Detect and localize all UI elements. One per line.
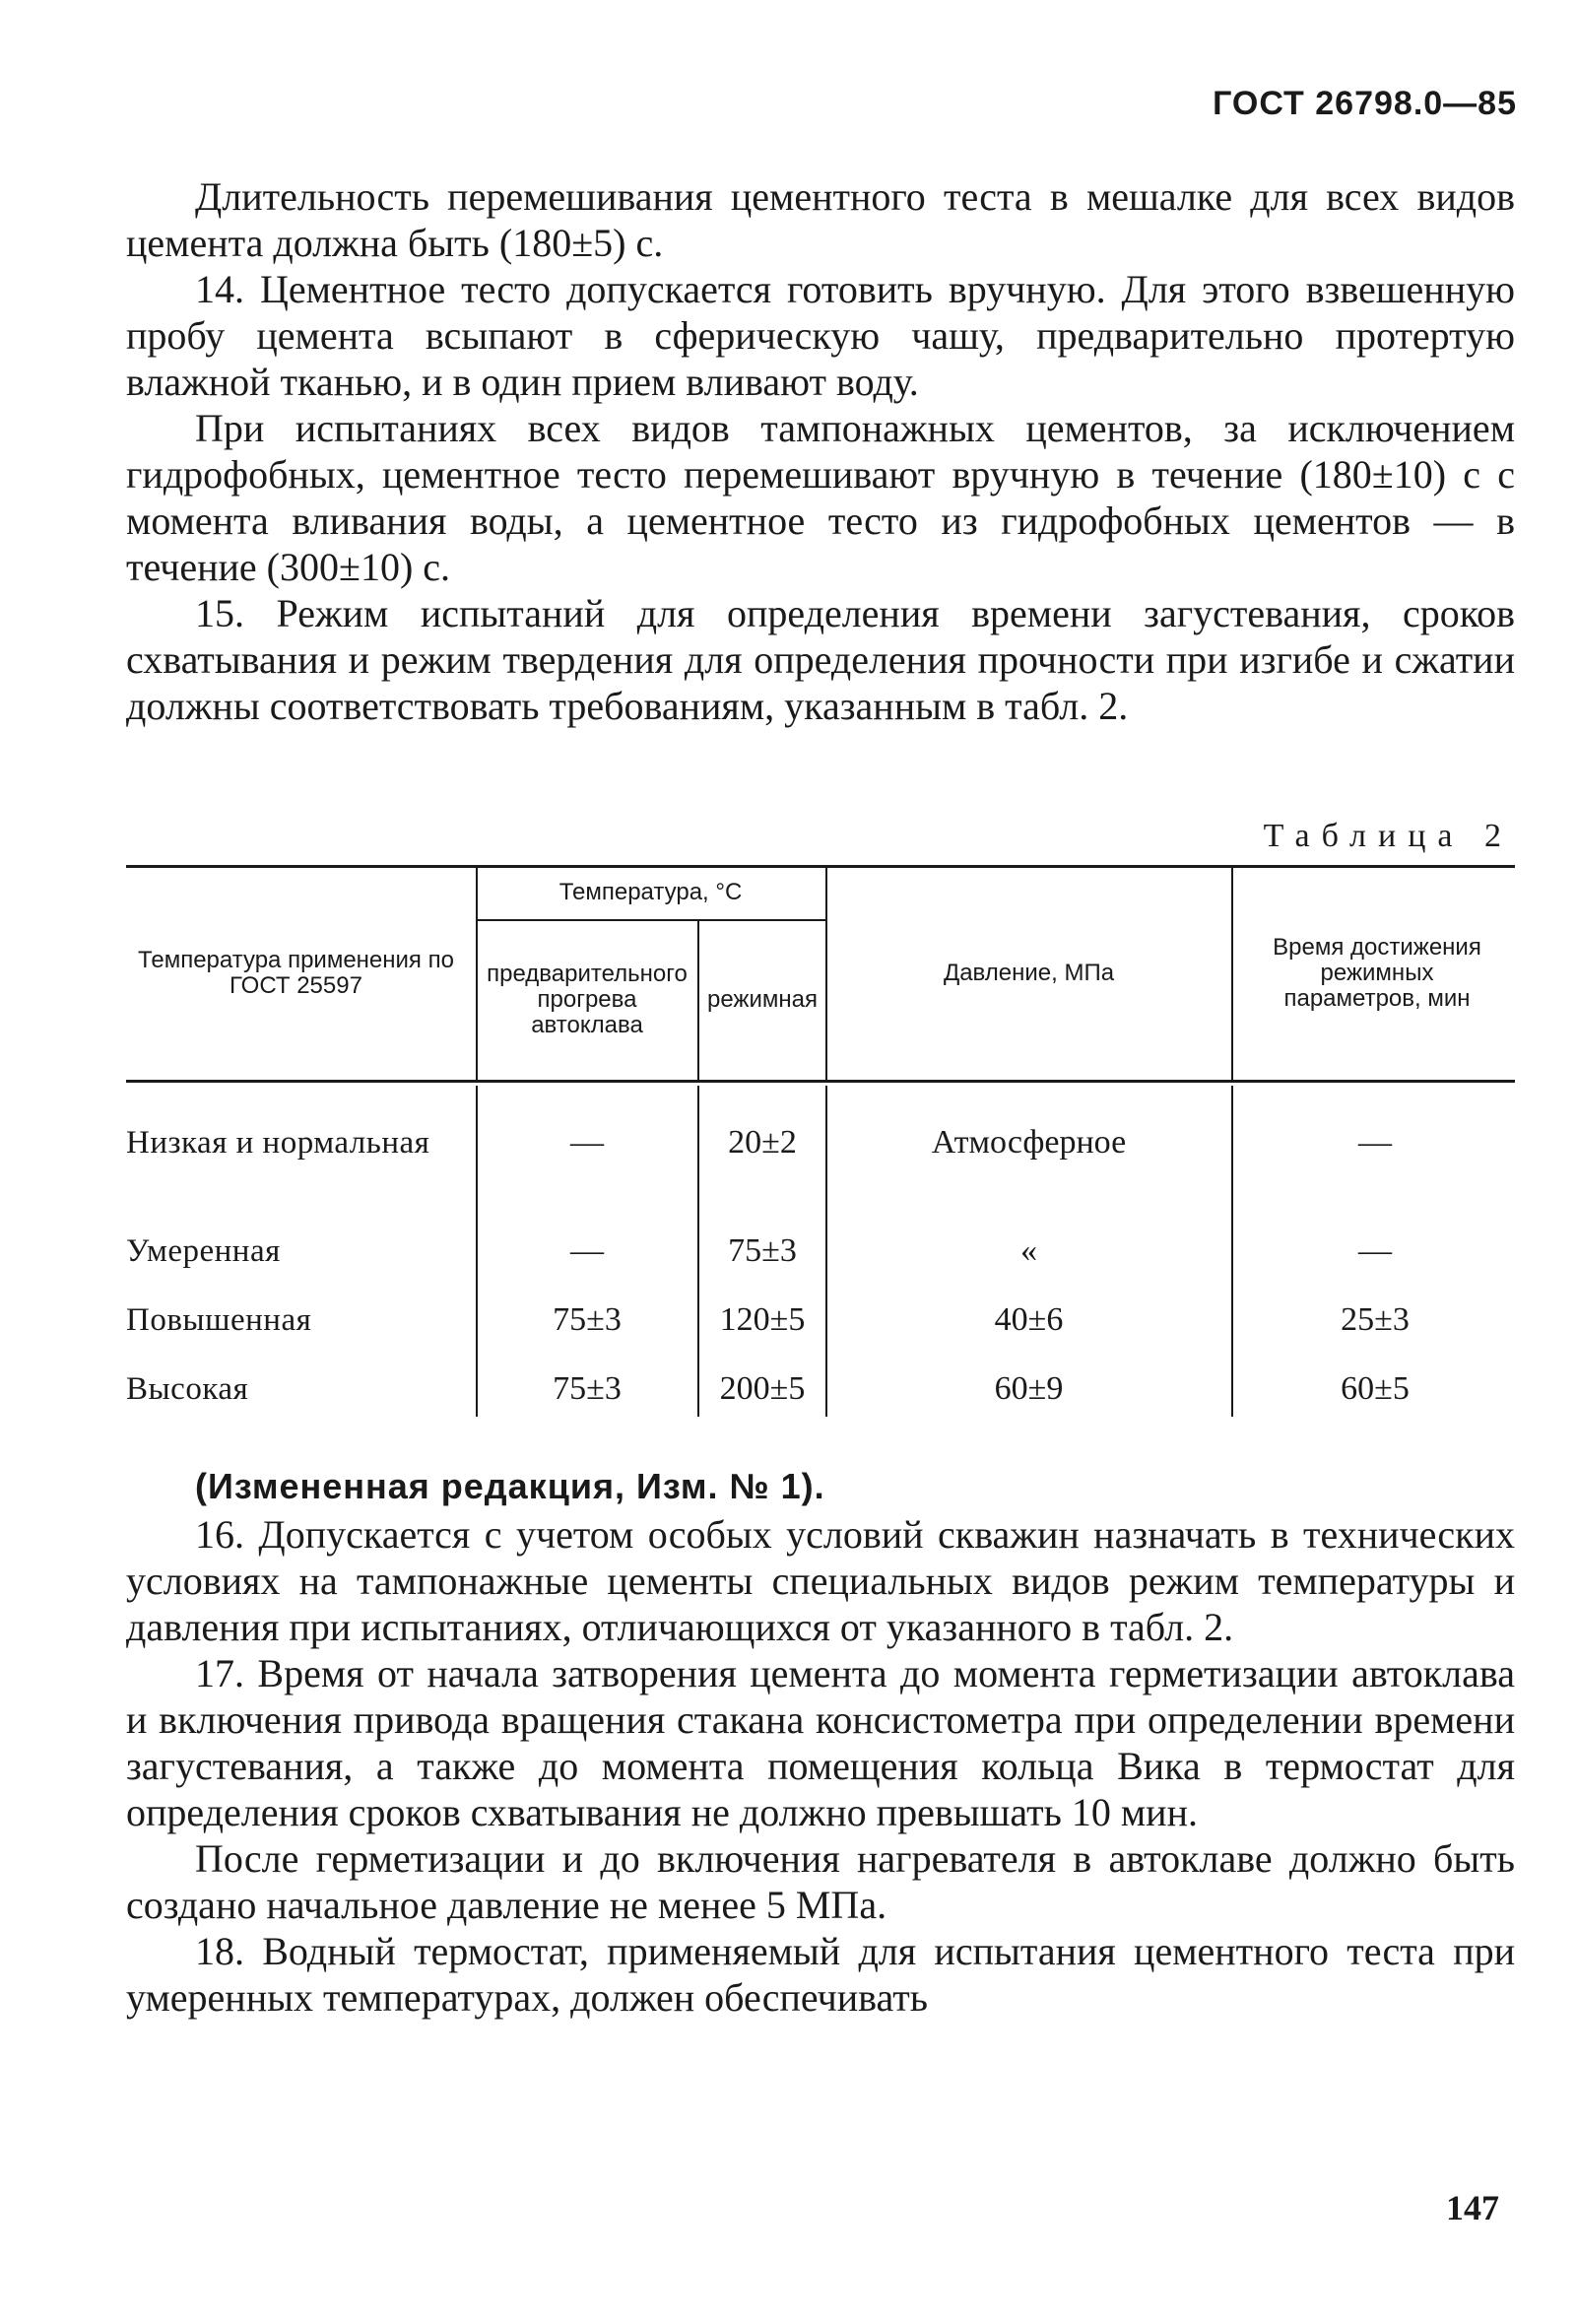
body-text: [126, 1511, 1515, 2021]
col-divider: [825, 865, 827, 1080]
cell-pressure: 60±9: [994, 1370, 1064, 1407]
page-number: 147: [1446, 2188, 1499, 2227]
col-divider: [476, 1086, 478, 1417]
cell-pressure: «: [1020, 1232, 1037, 1269]
cell-time: 25±3: [1341, 1301, 1410, 1338]
cell-preheat: 75±3: [553, 1370, 622, 1407]
cell-mode: 120±5: [719, 1301, 806, 1338]
row-label: Низкая и нормальная: [126, 1125, 430, 1161]
cell-pressure: Атмосферное: [931, 1124, 1127, 1161]
cell-preheat: —: [570, 1124, 604, 1161]
amendment-note: (Измененная редакция, Изм. № 1).: [195, 1466, 825, 1506]
col-divider: [476, 865, 478, 1080]
cell-mode: 75±3: [728, 1232, 797, 1269]
cell-mode: 200±5: [719, 1370, 806, 1407]
paragraph: 15. Режим испытаний для определения времени загустевания, сроков схватывания и режим твердения для определения прочности при изгибе и сжатии должны соответствовать требованиям, указанным в табл. 2.: [126, 591, 1515, 728]
cell-time: 60±5: [1341, 1370, 1410, 1407]
table-2: [126, 865, 1515, 1417]
paragraph: 16. Допускается с учетом особых условий скважин назначать в технических условиях на тампонажные цементы специальных видов режим температуры и давления при испытаниях, отличающихся от указанного в табл. 2.: [126, 1512, 1515, 1649]
table-top-rule: [126, 865, 1515, 868]
paragraph: При испытаниях всех видов тампонажных цементов, за исключением гидрофобных, цементное тесто перемешивают вручную в течение (180±10) с с момента вливания воды, а цементное тесто из гидрофобных цементов — в течение (300±10) с.: [126, 406, 1515, 589]
intro-text: [126, 173, 1515, 729]
cell-preheat: 75±3: [553, 1301, 622, 1338]
header-mode: режимная: [707, 986, 818, 1013]
header-bottom-rule: [126, 1080, 1515, 1083]
paragraph: 18. Водный термостат, применяемый для испытания цементного теста при умеренных температурах, должен обеспечивать: [126, 1929, 1515, 2020]
col-divider: [697, 921, 699, 1080]
row-label: Высокая: [126, 1371, 249, 1407]
header-time: Время достижения режимных параметров, мин: [1273, 934, 1481, 1012]
cell-mode: 20±2: [728, 1124, 797, 1161]
cell-preheat: —: [570, 1232, 604, 1269]
row-label: Умеренная: [126, 1233, 281, 1269]
col-divider: [1231, 1086, 1233, 1417]
header-temperature-group: Температура, °С: [558, 879, 743, 905]
cell-pressure: 40±6: [994, 1301, 1064, 1338]
header-pressure: Давление, МПа: [943, 960, 1115, 986]
table-caption: Таблица 2: [1263, 818, 1513, 854]
col-divider: [825, 1086, 827, 1417]
paragraph: После герметизации и до включения нагревателя в автоклаве должно быть создано начальное давление не менее 5 МПа.: [126, 1836, 1515, 1927]
row-label: Повышенная: [126, 1302, 312, 1338]
col-divider: [697, 1086, 699, 1417]
cell-time: —: [1358, 1232, 1392, 1269]
col-divider: [1231, 865, 1233, 1080]
header-preheat: предварительного прогрева автоклава: [487, 961, 688, 1038]
paragraph: 14. Цементное тесто допускается готовить вручную. Для этого взвешенную пробу цемента всыпают в сферическую чашу, предварительно протертую влажной тканью, и в один прием вливают воду.: [126, 267, 1515, 404]
temperature-group-rule: [476, 919, 825, 921]
cell-time: —: [1358, 1124, 1392, 1161]
header-application-temp: Температура применения по ГОСТ 25597: [138, 947, 454, 999]
document-code: ГОСТ 26798.0—85: [1213, 85, 1517, 122]
paragraph: Длительность перемешивания цементного теста в мешалке для всех видов цемента должна быть (180±5) с.: [126, 174, 1515, 265]
paragraph: 17. Время от начала затворения цемента до момента герметизации автоклава и включения привода вращения стакана консистометра при определении времени загустевания, а также до момента помещения кольца Вика в термостат для определения сроков схватывания не должно превышать 10 мин.: [126, 1651, 1515, 1834]
